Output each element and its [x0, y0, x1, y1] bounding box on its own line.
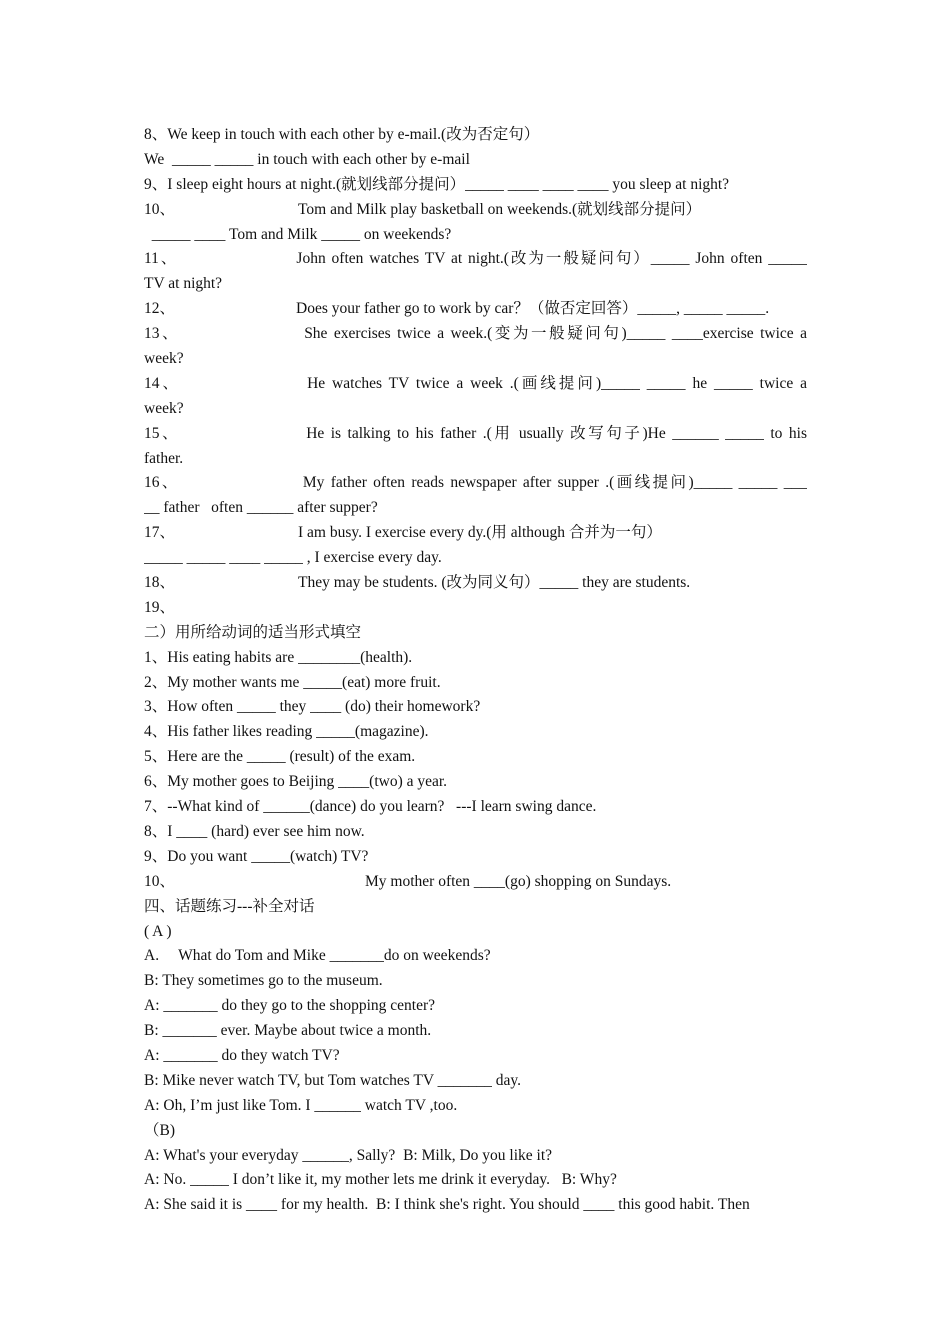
verb-item-9: 9、Do you want _____(watch) TV?: [144, 847, 369, 865]
item-number: 11、: [144, 250, 179, 268]
item-text: My father often reads newspaper after supper .(画线提问)_____ _____ ___: [302, 474, 807, 492]
exercise-line-8: 8、We keep in touch with each other by e-mail.(改为否定句）: [144, 126, 540, 143]
item-text: He watches TV twice a week .(画线提问)_____ _____ he _____ twice a: [307, 374, 807, 392]
item-number: 15、: [144, 424, 181, 442]
continuation-line-14: week?: [144, 399, 184, 417]
item-number: 10、: [144, 872, 176, 890]
dialogue-b-line: A: No. _____ I don’t like it, my mother lets me drink it everyday. B: Why?: [144, 1171, 617, 1189]
document-body: [144, 123, 807, 1218]
item-number: 14、: [144, 374, 182, 392]
verb-item-1: 1、His eating habits are ________(health).: [144, 648, 413, 666]
dialogue-a-line: B: Mike never watch TV, but Tom watches TV _______ day.: [144, 1071, 522, 1089]
answer-line-17: _____ _____ ____ _____ , I exercise every day.: [144, 549, 442, 567]
verb-item-7: 7、--What kind of ______(dance) do you learn? ---I learn swing dance.: [144, 798, 597, 816]
item-text: Does your father go to work by car？（做否定回答）_____, _____ _____.: [296, 300, 770, 318]
verb-item-5: 5、Here are the _____ (result) of the exam.: [144, 748, 416, 766]
continuation-line-16: __ father often ______ after supper?: [144, 499, 378, 517]
exercise-line-18: [144, 571, 807, 596]
item-text: They may be students. (改为同义句）_____ they are students.: [298, 574, 691, 592]
verb-item-4: 4、His father likes reading _____(magazine).: [144, 723, 429, 741]
dialogue-a-label: ( A ): [144, 922, 172, 940]
exercise-line-9: 9、I sleep eight hours at night.(就划线部分提问）_____ ____ ____ ____ you sleep at night?: [144, 175, 730, 193]
dialogue-a-line: A: _______ do they go to the shopping center?: [144, 997, 436, 1015]
item-text: My mother often ____(go) shopping on Sundays.: [365, 872, 672, 890]
section-heading-dialogue: 四、话题练习---补全对话: [144, 897, 315, 915]
exercise-line-13: [144, 322, 807, 347]
exercise-line-15: [144, 422, 807, 447]
exercise-line-11: [144, 247, 807, 272]
answer-line-10: _____ ____ Tom and Milk _____ on weekends?: [144, 225, 452, 243]
item-text: John often watches TV at night.(改为一般疑问句）_____ John often _____: [296, 250, 807, 268]
item-number: 10、: [144, 200, 176, 218]
item-text: I am busy. I exercise every dy.(用 although 合并为一句）: [298, 524, 662, 542]
exercise-line-10: [144, 198, 807, 223]
continuation-line-15: father.: [144, 449, 184, 467]
dialogue-b-label: （B): [144, 1121, 176, 1139]
dialogue-a-line: A: _______ do they watch TV?: [144, 1046, 340, 1064]
verb-item-6: 6、My mother goes to Beijing ____(two) a year.: [144, 773, 448, 791]
exercise-line-17: [144, 521, 807, 546]
item-number: 12、: [144, 300, 176, 318]
dialogue-b-line: A: What's your everyday ______, Sally? B: Milk, Do you like it?: [144, 1146, 553, 1164]
verb-item-2: 2、My mother wants me _____(eat) more fruit.: [144, 673, 441, 691]
item-number: 18、: [144, 574, 176, 592]
exercise-line-16: [144, 471, 807, 496]
dialogue-a-line: A. What do Tom and Mike _______do on weekends?: [144, 947, 491, 965]
dialogue-a-line: B: They sometimes go to the museum.: [144, 972, 383, 990]
verb-item-8: 8、I ____ (hard) ever see him now.: [144, 822, 365, 840]
item-text: She exercises twice a week.(变为一般疑问句)_____ ____exercise twice a: [304, 325, 807, 343]
exercise-line-12: [144, 297, 807, 322]
item-number: 16、: [144, 474, 180, 492]
continuation-line-13: week?: [144, 350, 184, 368]
continuation-line-11: TV at night?: [144, 275, 223, 293]
section-heading-verb-forms: 二）用所给动词的适当形式填空: [144, 623, 362, 641]
exercise-line-19: 19、: [144, 598, 176, 616]
item-number: 13、: [144, 325, 181, 343]
verb-item-10: [144, 870, 807, 895]
item-text: Tom and Milk play basketball on weekends.(就划线部分提问）: [298, 200, 702, 218]
dialogue-a-line: A: Oh, I’m just like Tom. I ______ watch TV ,too.: [144, 1096, 458, 1114]
exercise-line-14: [144, 372, 807, 397]
dialogue-b-line: A: She said it is ____ for my health. B: I think she's right. You should ____ this good habit. Then: [144, 1196, 750, 1214]
answer-line-8: We _____ _____ in touch with each other by e-mail: [144, 150, 470, 168]
verb-item-3: 3、How often _____ they ____ (do) their homework?: [144, 698, 481, 716]
dialogue-a-line: B: _______ ever. Maybe about twice a month.: [144, 1022, 432, 1040]
item-number: 17、: [144, 524, 176, 542]
item-text: He is talking to his father .(用 usually 改写句子)He ______ _____ to his: [306, 424, 807, 442]
